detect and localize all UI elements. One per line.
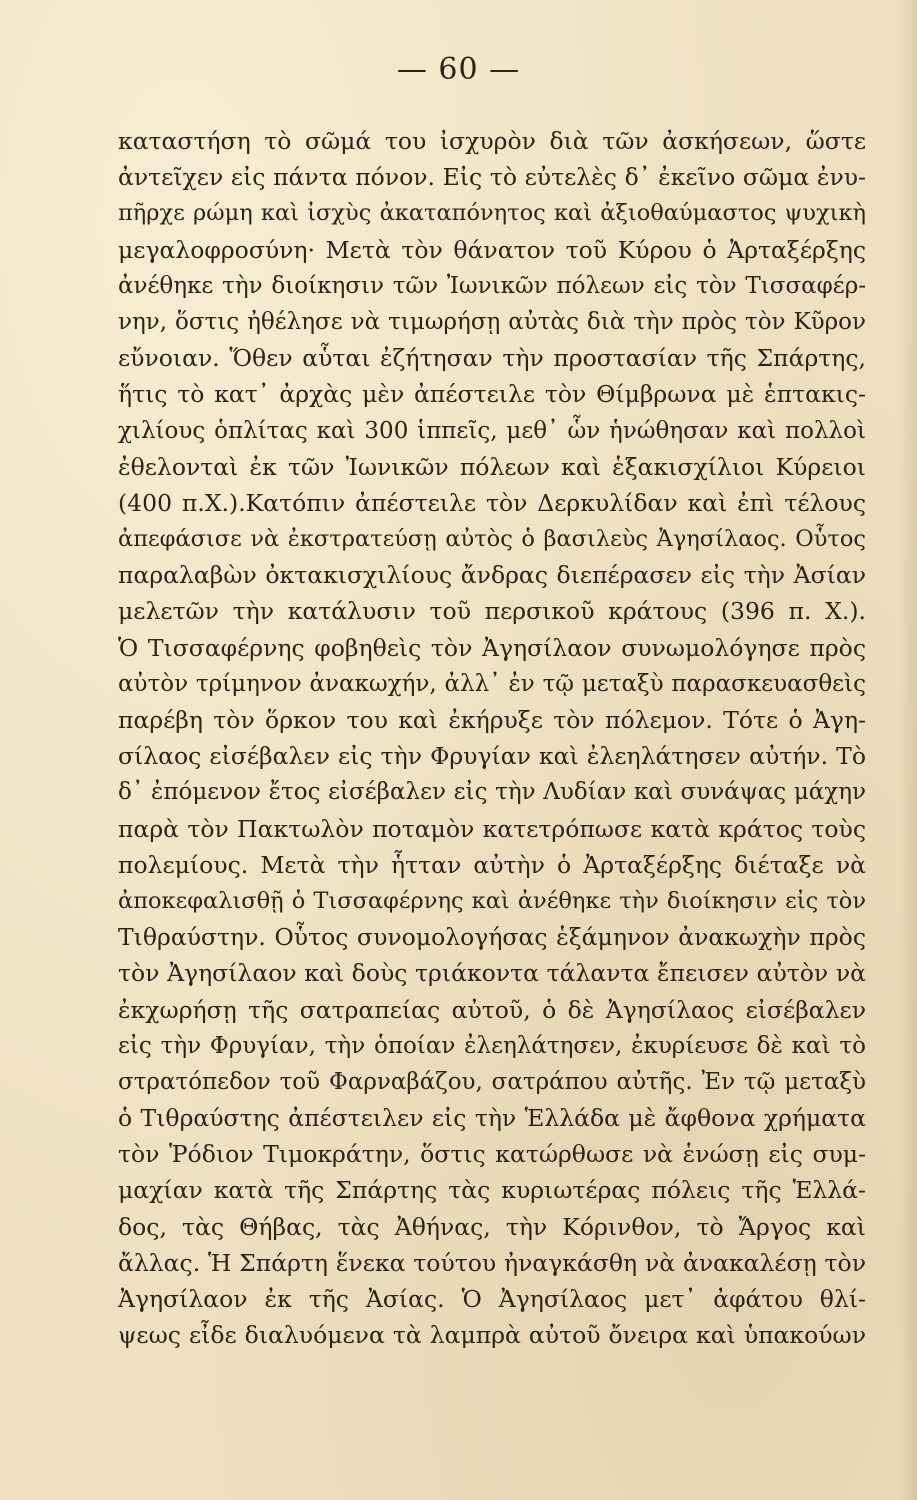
text-line: ἐθελονταὶ ἐκ τῶν Ἰωνικῶν πόλεων καὶ ἑξακισχίλιοι Κύρειοι xyxy=(118,452,866,481)
text-line: ἥτις τὸ κατ᾿ ἀρχὰς μὲν ἀπέστειλε τὸν Θίμβρωνα μὲ ἑπτακις- xyxy=(118,380,866,409)
text-line: δ᾿ ἐπόμενον ἔτος εἰσέβαλεν εἰς τὴν Λυδίαν καὶ συνάψας μάχην xyxy=(118,779,866,806)
text-line: σίλαος εἰσέβαλεν εἰς τὴν Φρυγίαν καὶ ἐλεηλάτησεν αὐτήν. Τὸ xyxy=(118,742,866,771)
text-line: ἀπεφάσισε νὰ ἐκστρατεύσῃ αὐτὸς ὁ βασιλεὺς Ἀγησίλαος. Οὗτος xyxy=(118,526,866,553)
text-line: πολεμίους. Μετὰ τὴν ἧτταν αὐτὴν ὁ Ἀρταξέρξης διέταξε νὰ xyxy=(118,850,866,879)
text-line: εὔνοιαν. Ὅθεν αὗται ἐζήτησαν τὴν προστασίαν τῆς Σπάρτης, xyxy=(118,344,866,373)
text-line: πῆρχε ρώμη καὶ ἰσχὺς ἀκαταπόνητος καὶ ἀξιοθαύμαστος ψυχικὴ xyxy=(118,200,866,227)
text-line: Ἀγησίλαον ἐκ τῆς Ἀσίας. Ὁ Ἀγησίλαος μετ᾿ ἀφάτου θλί- xyxy=(118,1285,866,1313)
text-line: χιλίους ὁπλίτας καὶ 300 ἱππεῖς, μεθ᾿ ὧν ἡνώθησαν καὶ πολλοὶ xyxy=(118,417,866,444)
text-line: ἀντεῖχεν εἰς πάντα πόνον. Εἰς τὸ εὐτελὲς δ᾿ ἐκεῖνο σῶμα ἐνυ- xyxy=(118,163,866,192)
text-line: εἰς τὴν Φρυγίαν, τὴν ὁποίαν ἐλεηλάτησεν, ἐκυρίευσε δὲ καὶ τὸ xyxy=(118,1032,866,1059)
page-edge-shadow xyxy=(899,0,917,1500)
text-line: παρὰ τὸν Πακτωλὸν ποταμὸν κατετρόπωσε κατὰ κράτος τοὺς xyxy=(118,814,866,843)
text-line: παραλαβὼν ὀκτακισχιλίους ἄνδρας διεπέρασεν εἰς τὴν Ἀσίαν xyxy=(118,561,866,590)
text-line: ὁ Τιθραύστης ἀπέστειλεν εἰς τὴν Ἑλλάδα μὲ ἄφθονα χρήματα xyxy=(118,1104,866,1133)
text-line: αὐτὸν τρίμηνον ἀνακωχήν, ἀλλ᾿ ἐν τῷ μεταξὺ παρασκευασθεὶς xyxy=(118,670,866,697)
text-line: ἄλλας. Ἡ Σπάρτη ἕνεκα τούτου ἠναγκάσθη νὰ ἀνακαλέσῃ τὸν xyxy=(118,1248,866,1277)
text-line: ἀποκεφαλισθῇ ὁ Τισσαφέρνης καὶ ἀνέθηκε τὴν διοίκησιν εἰς τὸν xyxy=(118,887,866,914)
body-text xyxy=(118,123,866,1353)
text-line: στρατόπεδον τοῦ Φαρναβάζου, σατράπου αὐτῆς. Ἐν τῷ μεταξὺ xyxy=(118,1068,866,1095)
text-line: (400 π.Χ.).Κατόπιν ἀπέστειλε τὸν Δερκυλίδαν καὶ ἐπὶ τέλους xyxy=(118,488,866,517)
text-line: ἀνέθηκε τὴν διοίκησιν τῶν Ἰωνικῶν πόλεων εἰς τὸν Τισσαφέρ- xyxy=(118,272,866,299)
text-line: καταστήση τὸ σῶμά του ἰσχυρὸν διὰ τῶν ἀσκήσεων, ὥστε xyxy=(118,127,866,155)
text-line: μεγαλοφροσύνη· Μετὰ τὸν θάνατον τοῦ Κύρου ὁ Ἀρταξέρξης xyxy=(118,235,866,264)
text-line: νην, ὅστις ἠθέλησε νὰ τιμωρήσῃ αὐτὰς διὰ τὴν πρὸς τὸν Κῦρον xyxy=(118,308,866,335)
text-line: Τιθραύστην. Οὗτος συνομολογήσας ἑξάμηνον ἀνακωχὴν πρὸς xyxy=(118,923,866,952)
text-line: Ὁ Τισσαφέρνης φοβηθεὶς τὸν Ἀγησίλαον συνωμολόγησε πρὸς xyxy=(118,633,866,662)
text-line: μελετῶν τὴν κατάλυσιν τοῦ περσικοῦ κράτους (396 π. Χ.). xyxy=(118,597,866,626)
text-line: παρέβη τὸν ὅρκον του καὶ ἐκήρυξε τὸν πόλεμον. Τότε ὁ Ἀγη- xyxy=(118,706,866,734)
text-line: ψεως εἶδε διαλυόμενα τὰ λαμπρὰ αὐτοῦ ὄνειρα καὶ ὑπακούων xyxy=(118,1321,866,1350)
text-line: δος, τὰς Θήβας, τὰς Ἀθήνας, τὴν Κόρινθον, τὸ Ἄργος καὶ xyxy=(118,1212,866,1241)
text-line: μαχίαν κατὰ τῆς Σπάρτης τὰς κυριωτέρας πόλεις τῆς Ἑλλά- xyxy=(118,1176,866,1205)
text-line: ἐκχωρήσῃ τῆς σατραπείας αὐτοῦ, ὁ δὲ Ἀγησίλαος εἰσέβαλεν xyxy=(118,995,866,1024)
page-number: — 60 — xyxy=(396,52,521,87)
text-line: τὸν Ῥόδιον Τιμοκράτην, ὅστις κατώρθωσε νὰ ἑνώσῃ εἰς συμ- xyxy=(118,1140,866,1169)
text-line: τὸν Ἀγησίλαον καὶ δοὺς τριάκοντα τάλαντα ἔπεισεν αὐτὸν νὰ xyxy=(118,959,866,988)
